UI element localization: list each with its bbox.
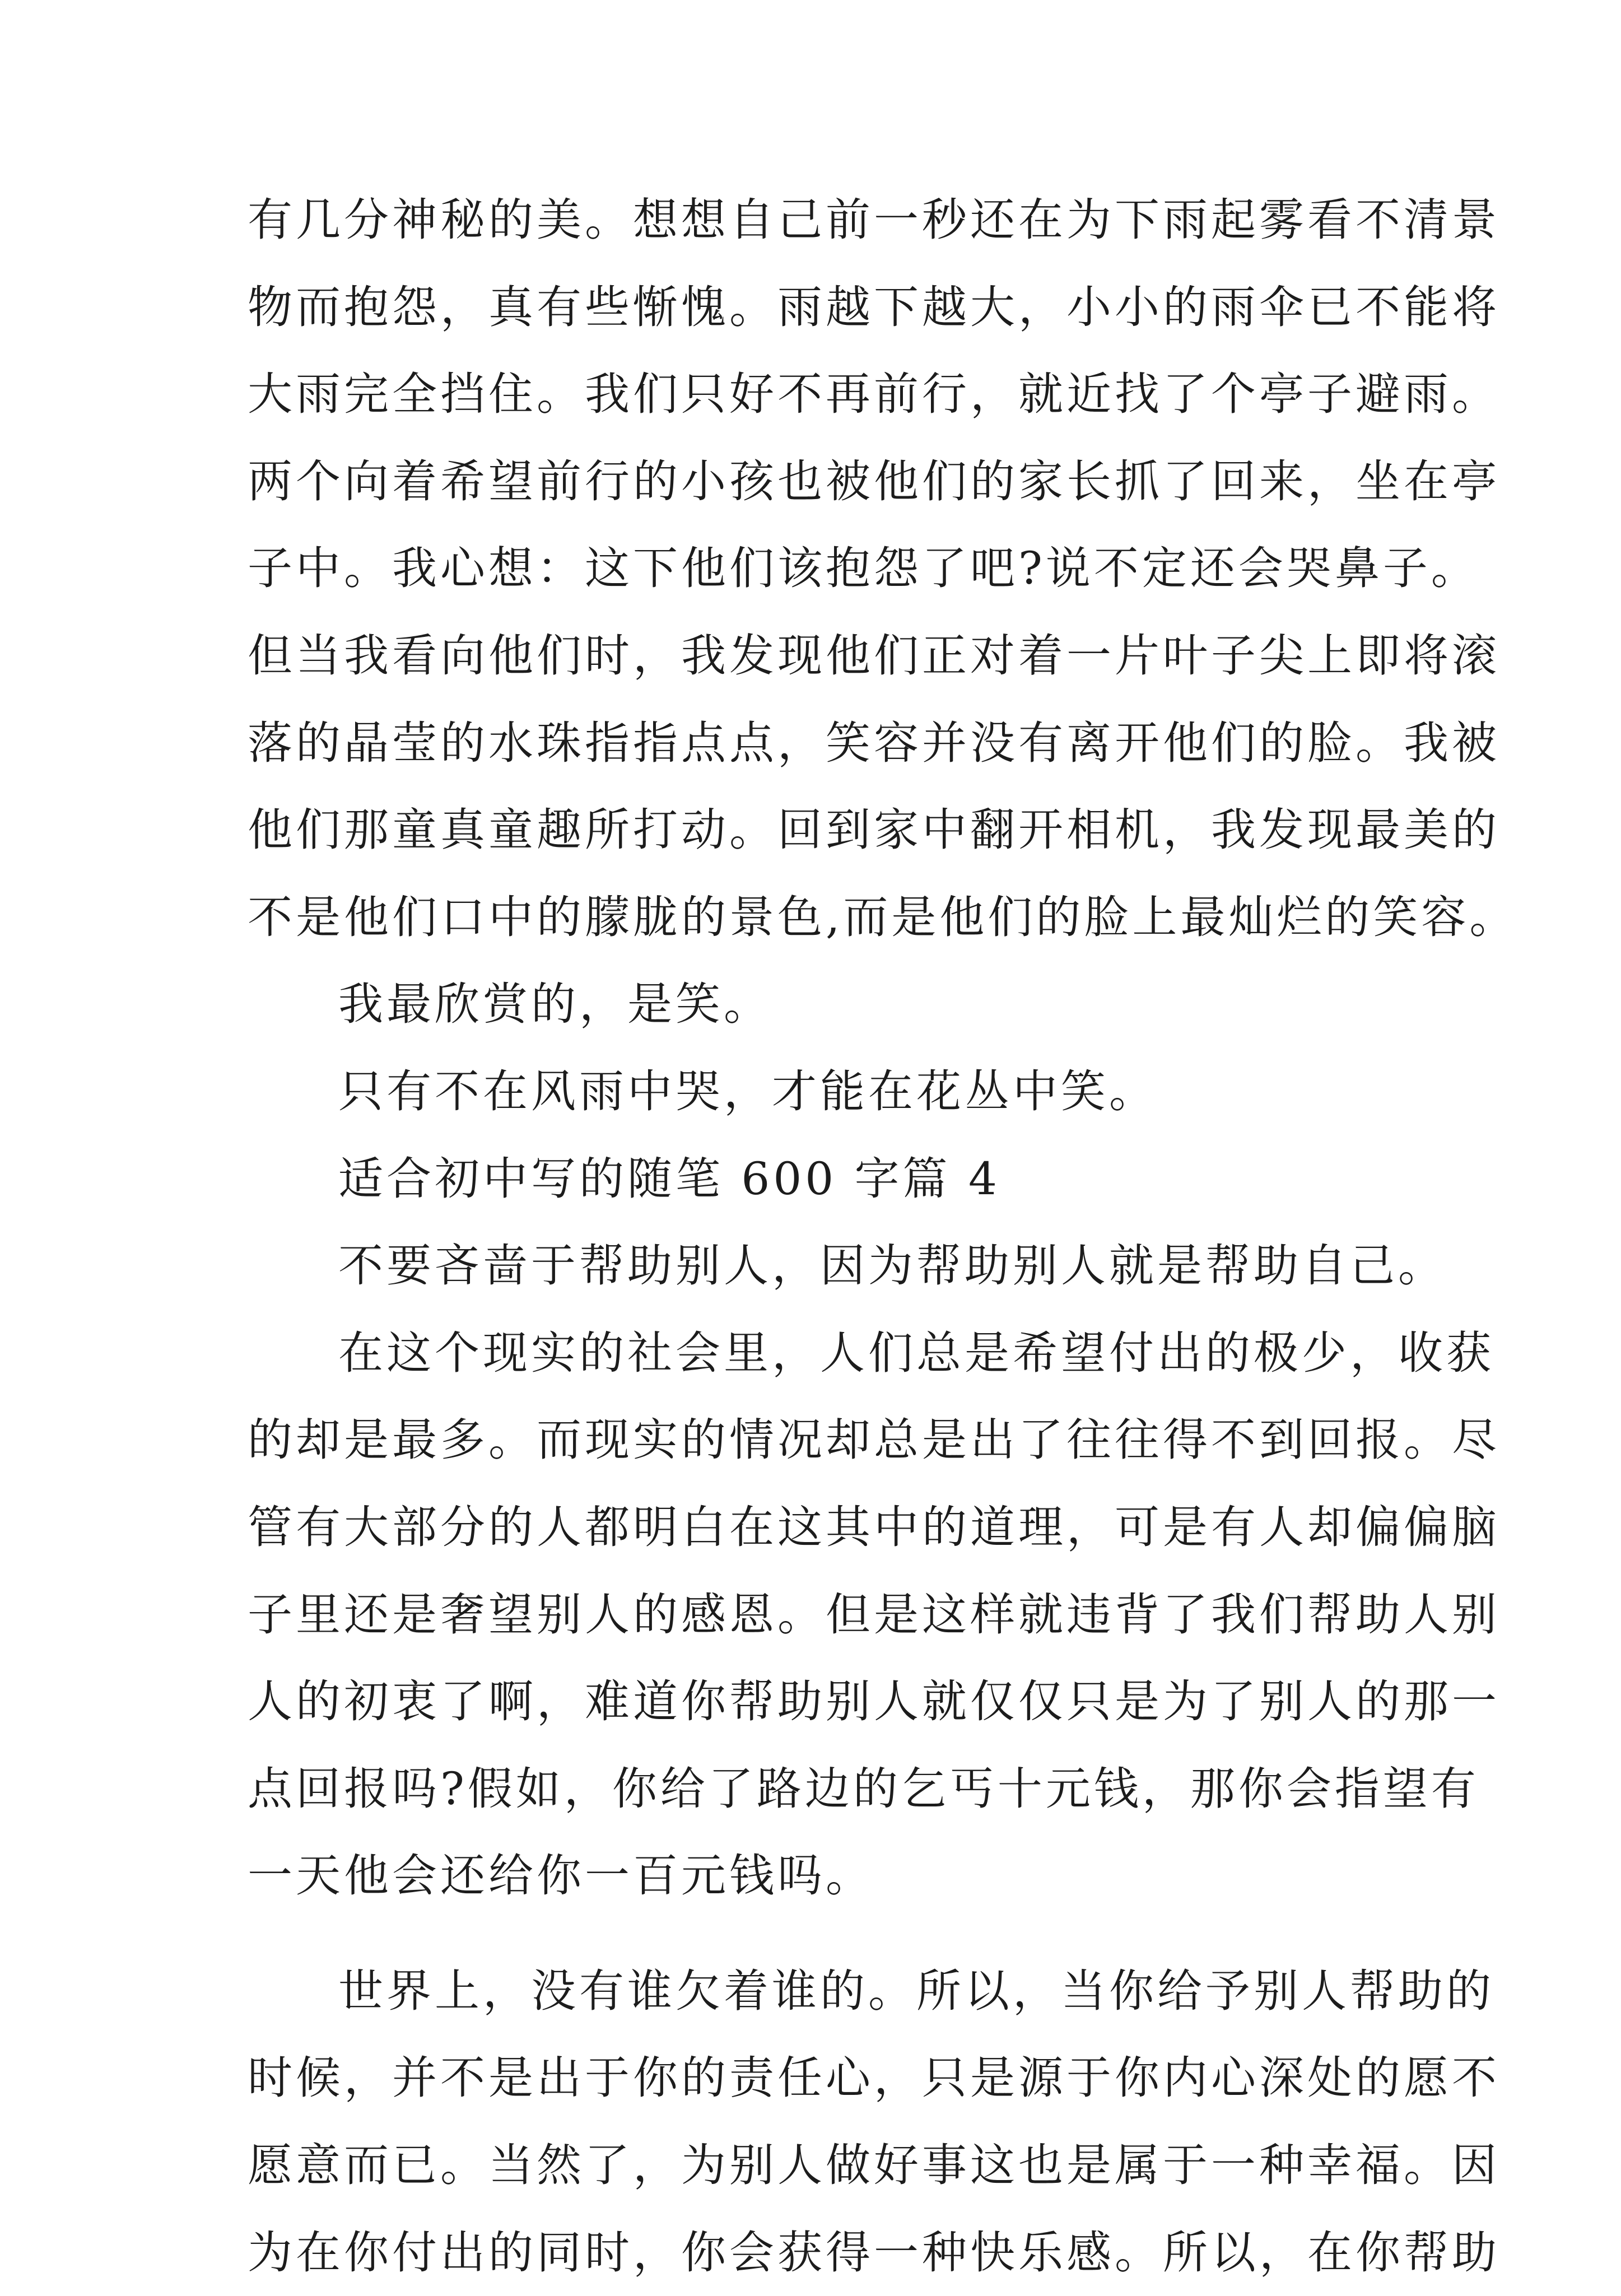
body-text (248, 176, 1518, 2296)
text-line: 管有大部分的人都明白在这其中的道理，可是有人却偏偏脑 (248, 1501, 1500, 1553)
text-line: 一天他会还给你一百元钱吗。 (248, 1850, 874, 1902)
text-line: 不是他们口中的朦胧的景色,而是他们的脸上最灿烂的笑容。 (248, 891, 1518, 943)
text-line: 大雨完全挡住。我们只好不再前行，就近找了个亭子避雨。 (248, 368, 1500, 421)
text-line: 在这个现实的社会里，人们总是希望付出的极少，收获 (338, 1326, 1494, 1379)
text-line: 子里还是奢望别人的感恩。但是这样就违背了我们帮助人别 (248, 1588, 1500, 1641)
text-line: 但当我看向他们时，我发现他们正对着一片叶子尖上即将滚 (248, 629, 1500, 682)
text-line: 世界上，没有谁欠着谁的。所以，当你给予别人帮助的 (338, 1964, 1494, 2017)
section-heading: 适合初中写的随笔 600 字篇 4 (338, 1152, 1000, 1205)
text-line: 他们那童真童趣所打动。回到家中翻开相机，我发现最美的 (248, 804, 1500, 856)
text-line: 物而抱怨，真有些惭愧。雨越下越大，小小的雨伞已不能将 (248, 281, 1500, 333)
paragraph-gap (248, 1920, 1396, 1948)
text-line: 愿意而已。当然了，为别人做好事这也是属于一种幸福。因 (248, 2139, 1500, 2192)
text-line: 两个向着希望前行的小孩也被他们的家长抓了回来，坐在亭 (248, 455, 1500, 507)
text-line: 为在你付出的同时，你会获得一种快乐感。所以，在你帮助 (248, 2226, 1500, 2279)
text-line: 的却是最多。而现实的情况却总是出了往往得不到回报。尽 (248, 1414, 1500, 1466)
text-line: 我最欣赏的，是笑。 (338, 978, 772, 1031)
text-line: 只有不在风雨中哭，才能在花丛中笑。 (338, 1065, 1157, 1117)
text-line: 人的初衷了啊，难道你帮助别人就仅仅只是为了别人的那一 (248, 1675, 1500, 1728)
text-line: 点回报吗?假如，你给了路边的乞丐十元钱，那你会指望有 (248, 1762, 1479, 1815)
text-line: 时候，并不是出于你的责任心，只是源于你内心深处的愿不 (248, 2052, 1500, 2104)
text-line: 不要吝啬于帮助别人，因为帮助别人就是帮助自己。 (338, 1240, 1446, 1292)
text-line: 落的晶莹的水珠指指点点，笑容并没有离开他们的脸。我被 (248, 716, 1500, 769)
text-line: 子中。我心想：这下他们该抱怨了吧?说不定还会哭鼻子。 (248, 542, 1479, 595)
text-line: 有几分神秘的美。想想自己前一秒还在为下雨起雾看不清景 (248, 194, 1500, 246)
